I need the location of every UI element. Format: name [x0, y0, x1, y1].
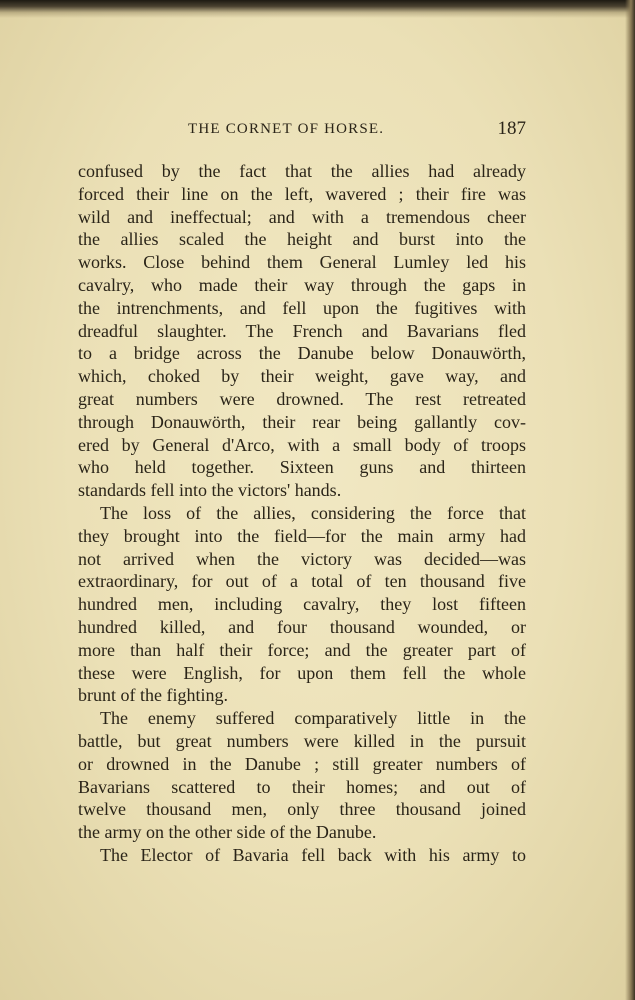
text-line: standards fell into the victors' hands. [78, 480, 342, 501]
text-line: not arrived when the victory was decided—was [78, 548, 526, 569]
scan-right-edge [625, 0, 635, 1000]
text-line: the army on the other side of the Danube. [78, 822, 377, 843]
text-line: or drowned in the Danube ; still greater numbers of [78, 753, 526, 774]
text-line: battle, but great numbers were killed in the pursuit [78, 730, 526, 751]
text-line: brunt of the fighting. [78, 685, 228, 706]
text-line: which, choked by their weight, gave way, and [78, 366, 526, 387]
text-line: hundred killed, and four thousand wounded, or [78, 616, 526, 637]
text-line: ered by General d'Arco, with a small body of troops [78, 434, 526, 455]
text-line: wild and ineffectual; and with a tremendous cheer [78, 206, 526, 227]
text-line: twelve thousand men, only three thousand joined [78, 799, 526, 820]
text-line: forced their line on the left, wavered ; their fire was [78, 183, 526, 204]
text-line: the intrenchments, and fell upon the fugitives with [78, 297, 526, 318]
text-line: they brought into the field—for the main army had [78, 525, 526, 546]
text-line: dreadful slaughter. The French and Bavarians fled [78, 320, 526, 341]
text-line: more than half their force; and the greater part of [78, 639, 526, 660]
text-line: these were English, for upon them fell the whole [78, 662, 526, 683]
text-line: the allies scaled the height and burst into the [78, 229, 526, 250]
text-line: extraordinary, for out of a total of ten thousand five [78, 571, 526, 592]
text-line: confused by the fact that the allies had already [78, 161, 526, 181]
scan-top-shadow [0, 0, 635, 18]
text-line: hundred men, including cavalry, they lost fifteen [78, 594, 526, 615]
running-head: THE CORNET OF HORSE. [188, 121, 385, 137]
text-line: Bavarians scattered to their homes; and out of [78, 776, 526, 797]
text-line: who held together. Sixteen guns and thirteen [78, 457, 526, 478]
text-line: cavalry, who made their way through the gaps in [78, 274, 526, 295]
text-line: The enemy suffered comparatively little in the [100, 708, 526, 729]
text-line: to a bridge across the Danube below Donauwörth, [78, 343, 526, 364]
text-line: through Donauwörth, their rear being gallantly cov- [78, 411, 526, 432]
page-header [78, 118, 526, 140]
page-number: 187 [497, 118, 526, 139]
text-line: The Elector of Bavaria fell back with his army to [100, 844, 526, 865]
text-line: The loss of the allies, considering the force that [100, 502, 526, 523]
body-text [78, 160, 526, 867]
text-line: great numbers were drowned. The rest retreated [78, 388, 526, 409]
text-line: works. Close behind them General Lumley led his [78, 252, 526, 273]
